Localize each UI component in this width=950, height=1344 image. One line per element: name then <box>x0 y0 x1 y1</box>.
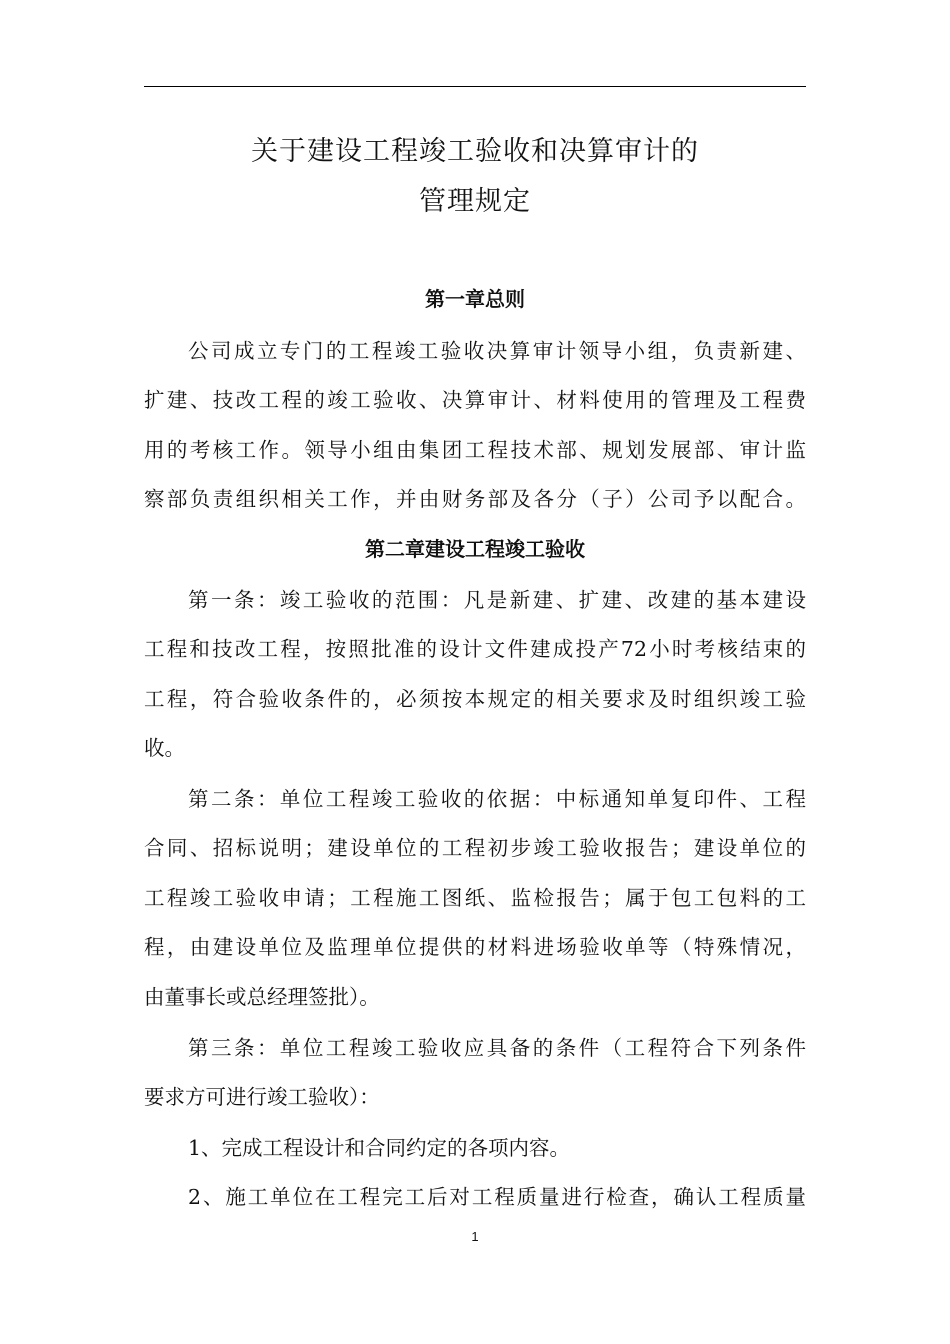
document-title-line-2: 管理规定 <box>419 186 531 217</box>
condition-item: 1、完成工程设计和合同约定的各项内容。 <box>188 1136 571 1160</box>
article-1-line: 工程和技改工程，按照批准的设计文件建成投产72小时考核结束的 <box>144 637 806 661</box>
chapter-1-paragraph-line: 公司成立专门的工程竣工验收决算审计领导小组，负责新建、 <box>188 339 806 363</box>
condition-item: 2、施工单位在工程完工后对工程质量进行检查，确认工程质量 <box>188 1185 806 1209</box>
chapter-1-paragraph-line: 察部负责组织相关工作，并由财务部及各分（子）公司予以配合。 <box>144 487 806 511</box>
article-2-line: 合同、招标说明；建设单位的工程初步竣工验收报告；建设单位的 <box>144 836 806 860</box>
page-number: 1 <box>471 1229 479 1244</box>
article-2-line: 工程竣工验收申请；工程施工图纸、监检报告；属于包工包料的工 <box>144 886 806 910</box>
article-3-line: 要求方可进行竣工验收）： <box>144 1085 380 1109</box>
article-2-line: 由董事长或总经理签批）。 <box>144 985 380 1009</box>
document-title-line-1: 关于建设工程竣工验收和决算审计的 <box>251 136 699 167</box>
article-1-line: 工程，符合验收条件的，必须按本规定的相关要求及时组织竣工验 <box>144 687 806 711</box>
header-rule <box>144 86 806 87</box>
chapter-1-paragraph-line: 扩建、技改工程的竣工验收、决算审计、材料使用的管理及工程费 <box>144 388 806 412</box>
article-2-line: 第二条：单位工程竣工验收的依据：中标通知单复印件、工程 <box>188 787 806 811</box>
chapter-1-heading: 第一章总则 <box>425 287 525 311</box>
article-2-line: 程，由建设单位及监理单位提供的材料进场验收单等（特殊情况， <box>144 935 806 959</box>
chapter-1-paragraph-line: 用的考核工作。领导小组由集团工程技术部、规划发展部、审计监 <box>144 438 806 462</box>
article-1-line: 第一条：竣工验收的范围：凡是新建、扩建、改建的基本建设 <box>188 588 806 612</box>
chapter-2-heading: 第二章建设工程竣工验收 <box>365 537 585 561</box>
article-1-line: 收。 <box>144 736 185 760</box>
article-3-line: 第三条：单位工程竣工验收应具备的条件（工程符合下列条件 <box>188 1036 806 1060</box>
